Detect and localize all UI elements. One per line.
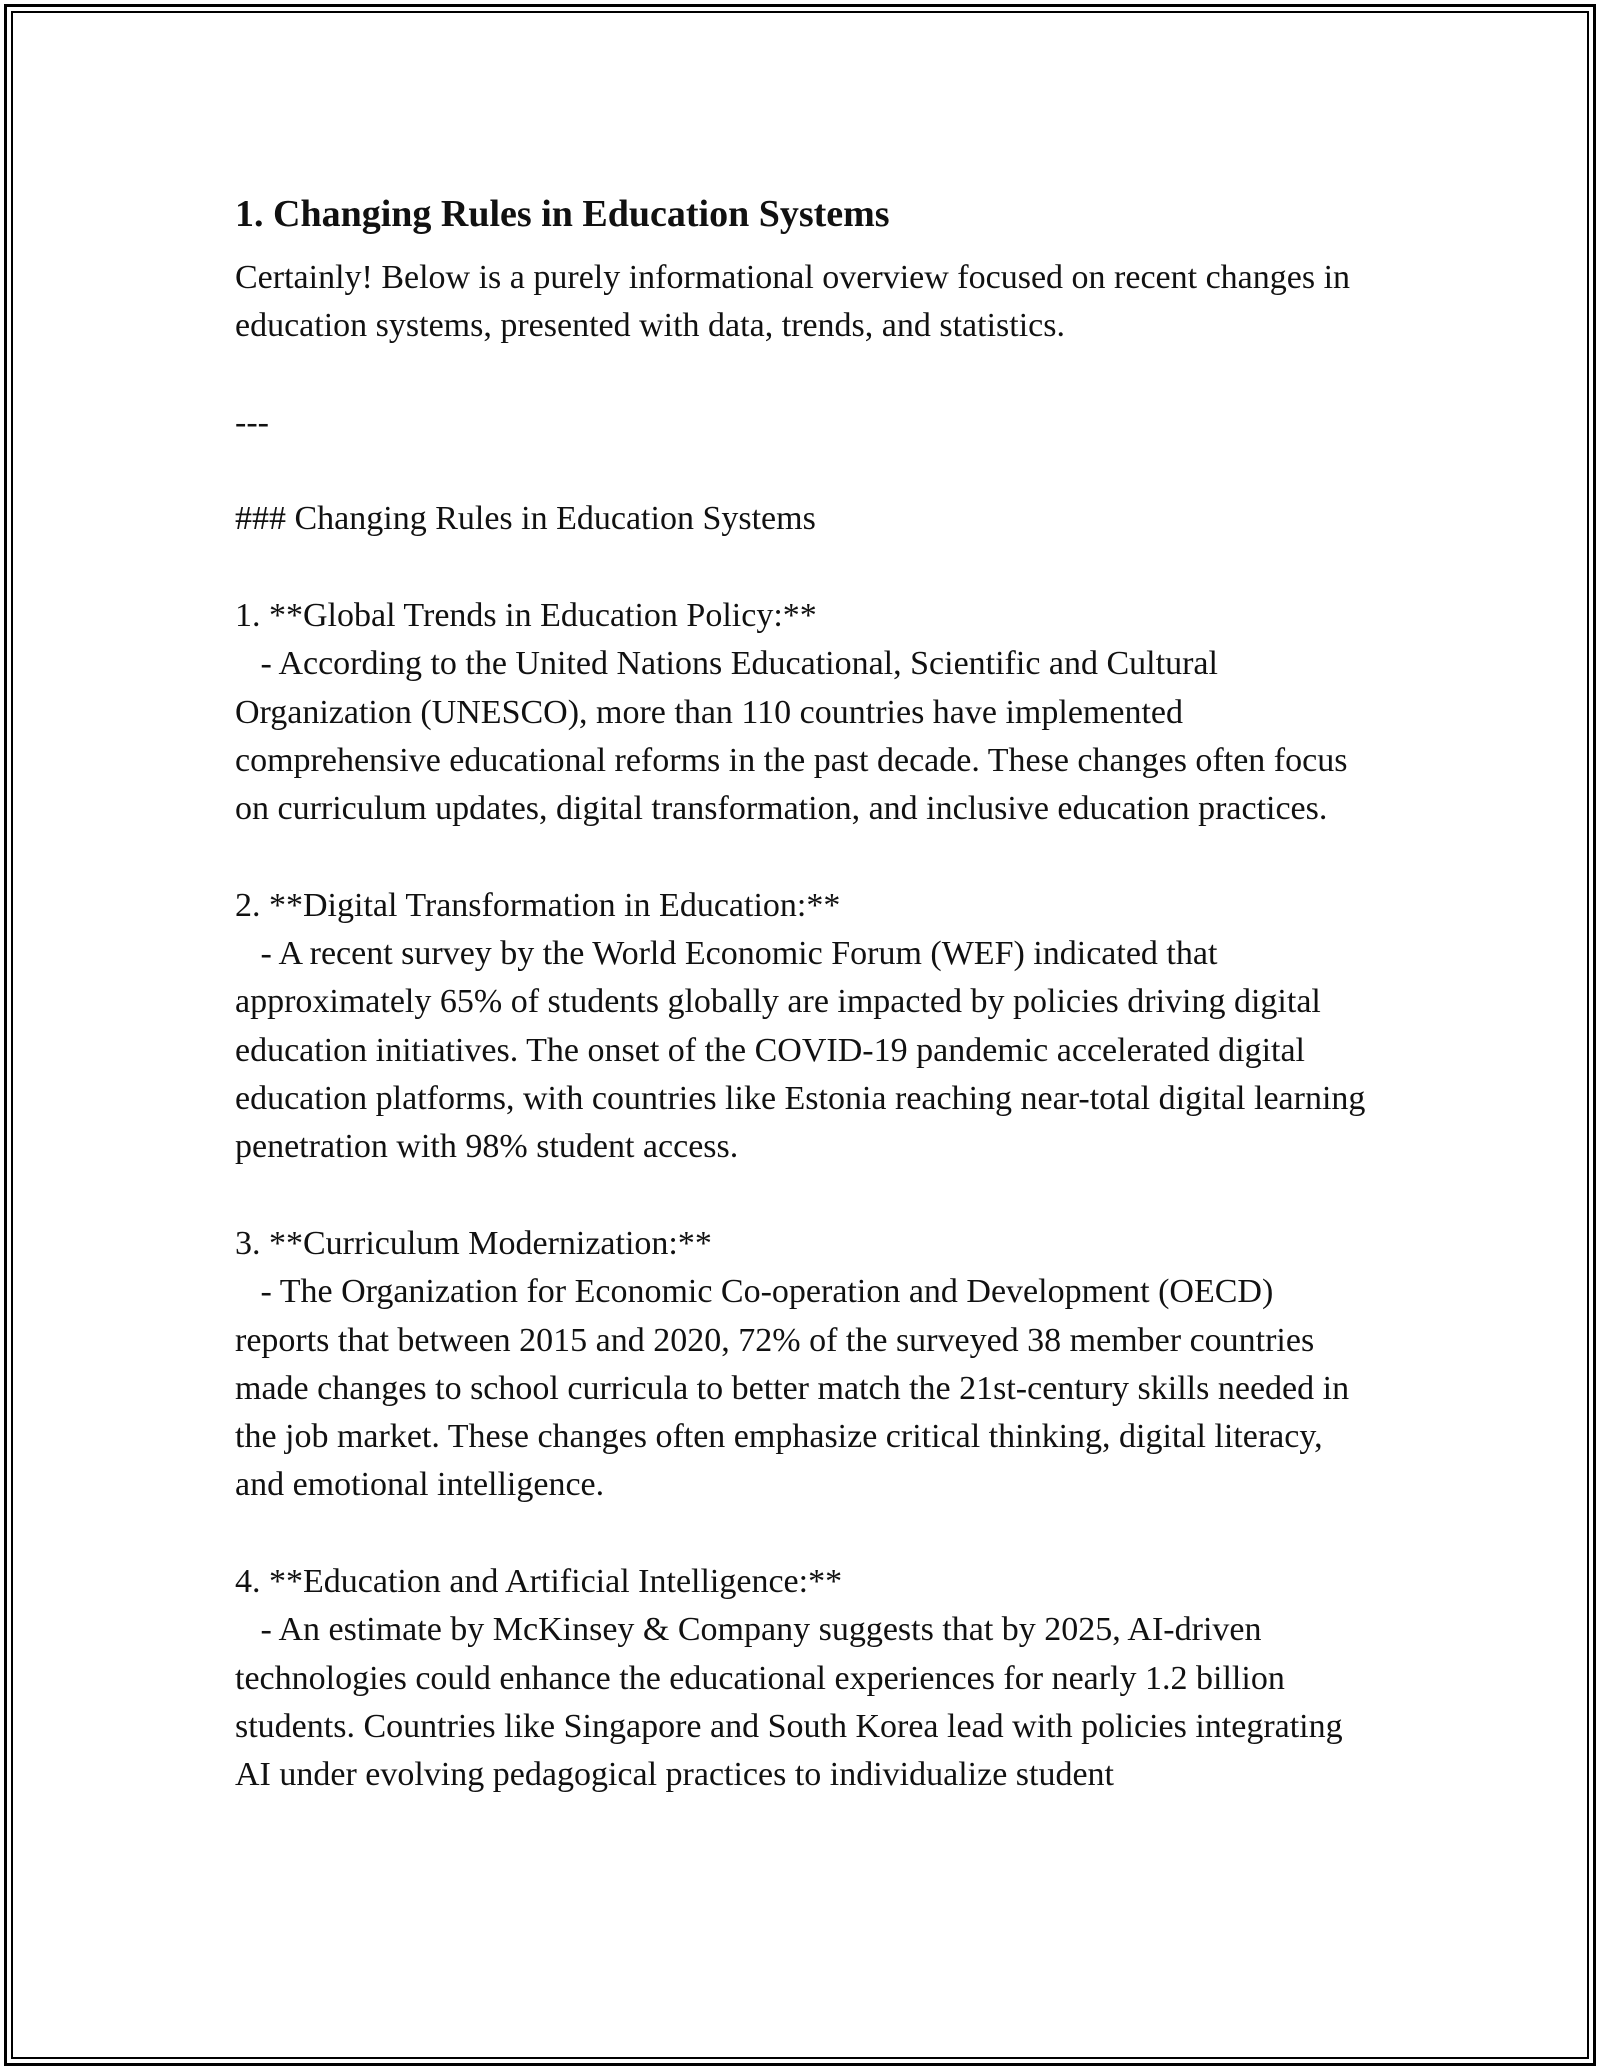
spacer bbox=[235, 544, 1375, 592]
spacer bbox=[235, 1510, 1375, 1558]
section-heading: ### Changing Rules in Education Systems bbox=[235, 500, 816, 538]
item-heading: 1. **Global Trends in Education Policy:** bbox=[235, 597, 817, 635]
item-heading: 3. **Curriculum Modernization:** bbox=[235, 1224, 712, 1262]
separator-line: --- bbox=[235, 403, 269, 441]
spacer bbox=[235, 447, 1375, 495]
item-body: - According to the United Nations Educational, Scientific and Cultural Organization (UNESCO), more than 110 countries have implemented comprehensive educational reforms in the past decade. These changes often focus on curriculum updates, digital transformation, and inclusive education practices. bbox=[235, 645, 1356, 828]
item-heading: 4. **Education and Artificial Intelligence:** bbox=[235, 1563, 843, 1601]
item-body: - An estimate by McKinsey & Company suggests that by 2025, AI-driven technologies could enhance the educational experiences for nearly 1.2 billion students. Countries like Singapore and South Korea lead with policies integrating AI under evolving pedagogical practices to individualize student bbox=[235, 1611, 1350, 1794]
list-item bbox=[235, 1220, 1375, 1510]
document-title: 1. Changing Rules in Education Systems bbox=[235, 193, 890, 235]
spacer bbox=[235, 351, 1375, 399]
document-body bbox=[235, 186, 1375, 1800]
intro-paragraph: Certainly! Below is a purely informational overview focused on recent changes in education systems, presented with data, trends, and statistics. bbox=[235, 259, 1359, 345]
item-body: - The Organization for Economic Co-operation and Development (OECD) reports that between 2015 and 2020, 72% of the surveyed 38 member countries made changes to school curricula to better match the 21st-century skills needed in the job market. These changes often emphasize critical thinking, digital literacy, and emotional intelligence. bbox=[235, 1273, 1358, 1504]
item-heading: 2. **Digital Transformation in Education:** bbox=[235, 886, 841, 924]
spacer bbox=[235, 834, 1375, 882]
list-item bbox=[235, 882, 1375, 1172]
spacer bbox=[235, 1172, 1375, 1220]
item-body: - A recent survey by the World Economic Forum (WEF) indicated that approximately 65% of students globally are impacted by policies driving digital education initiatives. The onset of the COVID-19 pandemic accelerated digital education platforms, with countries like Estonia reaching near-total digital learning penetration with 98% student access. bbox=[235, 935, 1374, 1166]
list-item bbox=[235, 592, 1375, 833]
list-item bbox=[235, 1558, 1375, 1799]
